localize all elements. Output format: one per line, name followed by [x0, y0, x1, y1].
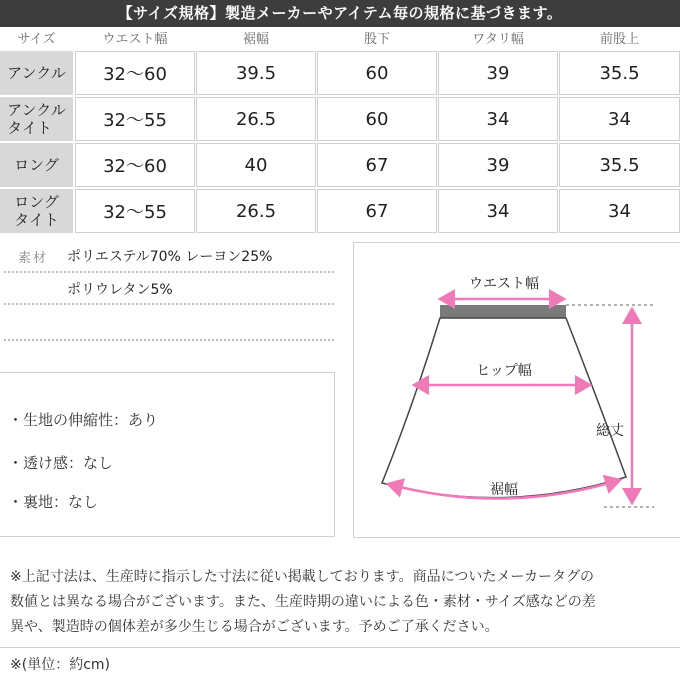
feature-stretch: ・生地の伸縮性：あり — [8, 411, 159, 429]
table-cell: 34 — [438, 189, 558, 233]
header-hem: 裾幅 — [242, 32, 269, 47]
material-line-2: ポリウレタン5% — [67, 282, 173, 298]
table-cell: 35.5 — [559, 143, 680, 187]
dotted-divider — [4, 339, 334, 341]
table-cell: 26.5 — [196, 189, 316, 233]
table-cell: 67 — [317, 189, 437, 233]
size-spec-title: 【サイズ規格】製造メーカーやアイテム毎の規格に基づきます。 — [0, 0, 680, 27]
note-line-2: 数値とは異なる場合がございます。また、生産時期の違いによる色・素材・サイズ感などの差 — [10, 594, 596, 610]
table-row — [0, 51, 680, 95]
table-cell: 39.5 — [196, 51, 316, 95]
row-label: アンクル — [0, 51, 73, 95]
features-box — [0, 372, 335, 537]
header-thigh: ワタリ幅 — [472, 32, 524, 47]
table-cell: 60 — [317, 51, 437, 95]
table-cell: 26.5 — [196, 97, 316, 141]
table-cell: 40 — [196, 143, 316, 187]
table-cell: 34 — [559, 189, 680, 233]
feature-sheer: ・透け感：なし — [8, 454, 114, 472]
note-line-3: 異や、製造時の個体差が多少生じる場合がございます。予めご了承ください。 — [10, 619, 499, 635]
table-cell: 67 — [317, 143, 437, 187]
dotted-divider — [4, 303, 334, 305]
table-cell: 32～55 — [75, 97, 195, 141]
header-front-rise: 前股上 — [599, 32, 639, 47]
hip-label: ヒップ幅 — [476, 363, 532, 379]
hem-label: 裾幅 — [490, 482, 518, 498]
measurement-diagram-box — [353, 242, 680, 538]
length-label: 総丈 — [596, 423, 624, 439]
material-line-1: ポリエステル70% レーヨン25% — [67, 249, 273, 265]
table-row — [0, 143, 680, 187]
skirt-body-shape — [382, 318, 626, 498]
material-label: 素材 — [18, 251, 49, 266]
table-row — [0, 97, 680, 141]
row-label: ロング — [0, 143, 73, 187]
divider — [0, 647, 680, 648]
table-cell: 34 — [438, 97, 558, 141]
table-cell: 32～60 — [75, 143, 195, 187]
feature-lining: ・裏地：なし — [8, 493, 99, 511]
table-cell: 39 — [438, 143, 558, 187]
unit-note: ※(単位：約cm) — [10, 657, 110, 673]
table-row — [0, 189, 680, 233]
row-label: ロング タイト — [0, 189, 73, 233]
table-cell: 34 — [559, 97, 680, 141]
waist-label: ウエスト幅 — [469, 276, 539, 292]
header-inseam: 股下 — [363, 32, 390, 47]
table-cell: 32～55 — [75, 189, 195, 233]
waistband-shape — [440, 305, 566, 318]
row-label: アンクル タイト — [0, 97, 73, 141]
skirt-diagram — [354, 243, 680, 539]
header-size: サイズ — [17, 32, 56, 47]
table-cell: 35.5 — [559, 51, 680, 95]
header-waist: ウエスト幅 — [102, 32, 168, 47]
table-cell: 39 — [438, 51, 558, 95]
note-line-1: ※上記寸法は、生産時に指示した寸法に従い掲載しております。商品についたメーカータグの — [10, 569, 595, 585]
table-cell: 60 — [317, 97, 437, 141]
table-cell: 32～60 — [75, 51, 195, 95]
dotted-divider — [4, 271, 334, 273]
